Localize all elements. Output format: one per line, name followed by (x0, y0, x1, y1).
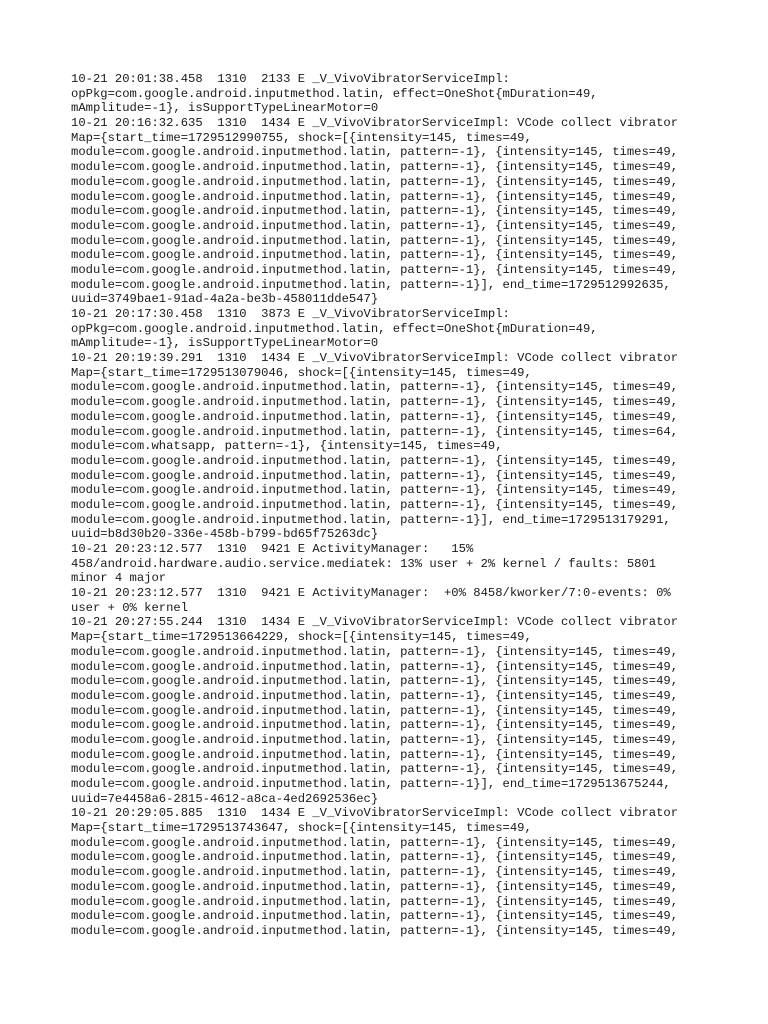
log-line: 10-21 20:29:05.885 1310 1434 E _V_VivoVibratorServiceImpl: VCode collect vibrator (71, 806, 679, 821)
log-line: opPkg=com.google.android.inputmethod.latin, effect=OneShot{mDuration=49, (71, 321, 598, 336)
log-line: module=com.google.android.inputmethod.latin, pattern=-1}, {intensity=145, times=49, (71, 380, 679, 395)
log-line: module=com.google.android.inputmethod.latin, pattern=-1}, {intensity=145, times=49, (71, 732, 679, 747)
log-line: module=com.google.android.inputmethod.latin, pattern=-1}, {intensity=145, times=49, (71, 659, 679, 674)
log-line: module=com.google.android.inputmethod.latin, pattern=-1}, {intensity=145, times=49, (71, 395, 679, 410)
log-line: 458/android.hardware.audio.service.mediatek: 13% user + 2% kernel / faults: 5801 (71, 556, 657, 571)
log-line: module=com.google.android.inputmethod.latin, pattern=-1}, {intensity=145, times=49, (71, 204, 679, 219)
log-line: module=com.google.android.inputmethod.latin, pattern=-1}, {intensity=145, times=49, (71, 909, 679, 924)
log-line: module=com.google.android.inputmethod.latin, pattern=-1}, {intensity=145, times=49, (71, 835, 679, 850)
log-line: 10-21 20:17:30.458 1310 3873 E _V_VivoVibratorServiceImpl: (71, 307, 510, 321)
log-line: module=com.google.android.inputmethod.latin, pattern=-1}, {intensity=145, times=49, (71, 865, 679, 880)
log-line: uuid=7e4458a6-2815-4612-a8ca-4ed2692536ec} (71, 791, 379, 806)
log-line: 10-21 20:27:55.244 1310 1434 E _V_VivoVibratorServiceImpl: VCode collect vibrator (71, 615, 679, 630)
log-line: module=com.google.android.inputmethod.latin, pattern=-1}, {intensity=145, times=49, (71, 248, 679, 263)
log-line: module=com.google.android.inputmethod.latin, pattern=-1}, {intensity=145, times=49, (71, 160, 679, 175)
log-line: module=com.google.android.inputmethod.latin, pattern=-1}, {intensity=145, times=49, (71, 497, 679, 512)
log-line: module=com.google.android.inputmethod.latin, pattern=-1}, {intensity=145, times=49, (71, 218, 679, 233)
log-line: module=com.google.android.inputmethod.latin, pattern=-1}, {intensity=145, times=49, (71, 262, 679, 277)
log-line: module=com.whatsapp, pattern=-1}, {intensity=145, times=49, (71, 439, 503, 454)
log-line: module=com.google.android.inputmethod.latin, pattern=-1}, {intensity=145, times=64, (71, 424, 679, 439)
log-line: 10-21 20:19:39.291 1310 1434 E _V_VivoVibratorServiceImpl: VCode collect vibrator (71, 351, 679, 366)
log-line: 10-21 20:23:12.577 1310 9421 E ActivityManager: 15% (71, 542, 474, 556)
log-line: module=com.google.android.inputmethod.latin, pattern=-1}, {intensity=145, times=49, (71, 879, 679, 894)
log-line: module=com.google.android.inputmethod.latin, pattern=-1}, {intensity=145, times=49, (71, 747, 679, 762)
log-line: uuid=b8d30b20-336e-458b-b799-bd65f75263dc} (71, 527, 379, 542)
log-line: module=com.google.android.inputmethod.latin, pattern=-1}], end_time=1729513179291, (71, 512, 671, 527)
log-line: mAmplitude=-1}, isSupportTypeLinearMotor=0 (71, 101, 379, 116)
log-line: module=com.google.android.inputmethod.latin, pattern=-1}], end_time=1729512992635, (71, 277, 671, 292)
log-line: module=com.google.android.inputmethod.latin, pattern=-1}, {intensity=145, times=49, (71, 468, 679, 483)
log-line: module=com.google.android.inputmethod.latin, pattern=-1}, {intensity=145, times=49, (71, 483, 679, 498)
log-line: user + 0% kernel (71, 600, 189, 615)
log-line: module=com.google.android.inputmethod.latin, pattern=-1}, {intensity=145, times=49, (71, 703, 679, 718)
log-line: minor 4 major (71, 571, 167, 586)
log-line: uuid=3749bae1-91ad-4a2a-be3b-458011dde547} (71, 292, 379, 307)
log-document (71, 72, 761, 939)
log-text-block (71, 72, 761, 939)
log-line: module=com.google.android.inputmethod.latin, pattern=-1}, {intensity=145, times=49, (71, 644, 679, 659)
log-line: module=com.google.android.inputmethod.latin, pattern=-1}, {intensity=145, times=49, (71, 923, 679, 938)
log-line: 10-21 20:16:32.635 1310 1434 E _V_VivoVibratorServiceImpl: VCode collect vibrator (71, 116, 679, 131)
log-line: Map={start_time=1729513079046, shock=[{intensity=145, times=49, (71, 365, 532, 380)
log-line: module=com.google.android.inputmethod.latin, pattern=-1}, {intensity=145, times=49, (71, 850, 679, 865)
log-line: module=com.google.android.inputmethod.latin, pattern=-1}, {intensity=145, times=49, (71, 174, 679, 189)
log-line: module=com.google.android.inputmethod.latin, pattern=-1}, {intensity=145, times=49, (71, 894, 679, 909)
log-line: Map={start_time=1729513743647, shock=[{intensity=145, times=49, (71, 821, 532, 836)
log-line: module=com.google.android.inputmethod.latin, pattern=-1}, {intensity=145, times=49, (71, 409, 679, 424)
log-line: 10-21 20:01:38.458 1310 2133 E _V_VivoVibratorServiceImpl: (71, 72, 510, 86)
log-line: 10-21 20:23:12.577 1310 9421 E ActivityManager: +0% 8458/kworker/7:0-events: 0% (71, 586, 671, 601)
log-line: module=com.google.android.inputmethod.latin, pattern=-1}, {intensity=145, times=49, (71, 189, 679, 204)
log-line: Map={start_time=1729513664229, shock=[{intensity=145, times=49, (71, 630, 532, 645)
log-line: mAmplitude=-1}, isSupportTypeLinearMotor=0 (71, 336, 379, 351)
log-line: module=com.google.android.inputmethod.latin, pattern=-1}, {intensity=145, times=49, (71, 718, 679, 733)
log-line: module=com.google.android.inputmethod.latin, pattern=-1}, {intensity=145, times=49, (71, 674, 679, 689)
log-line: module=com.google.android.inputmethod.latin, pattern=-1}, {intensity=145, times=49, (71, 688, 679, 703)
log-line: module=com.google.android.inputmethod.latin, pattern=-1}, {intensity=145, times=49, (71, 762, 679, 777)
log-line: opPkg=com.google.android.inputmethod.latin, effect=OneShot{mDuration=49, (71, 86, 598, 101)
log-line: module=com.google.android.inputmethod.latin, pattern=-1}, {intensity=145, times=49, (71, 233, 679, 248)
log-line: module=com.google.android.inputmethod.latin, pattern=-1}, {intensity=145, times=49, (71, 145, 679, 160)
log-line: module=com.google.android.inputmethod.latin, pattern=-1}, {intensity=145, times=49, (71, 453, 679, 468)
log-line: Map={start_time=1729512990755, shock=[{intensity=145, times=49, (71, 130, 532, 145)
log-line: module=com.google.android.inputmethod.latin, pattern=-1}], end_time=1729513675244, (71, 777, 671, 791)
